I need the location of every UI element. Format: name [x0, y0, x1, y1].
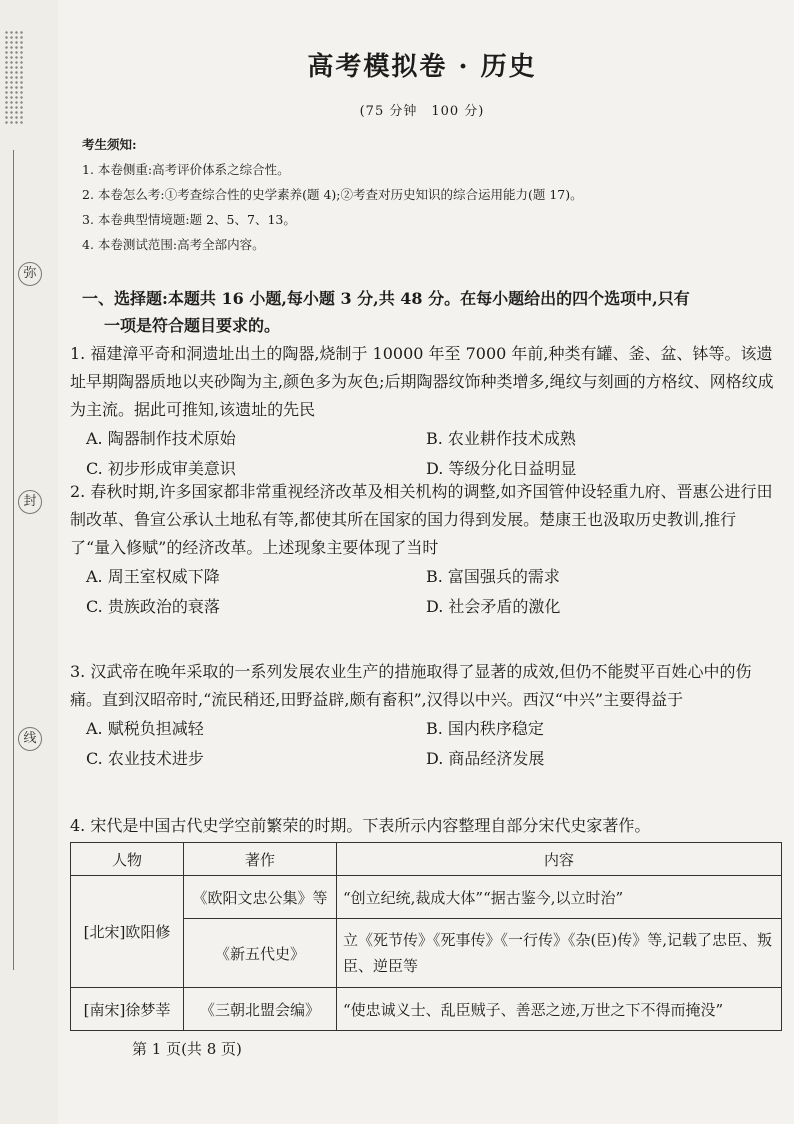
notice-item: 1. 本卷侧重:高考评价体系之综合性。: [82, 162, 290, 177]
table-cell-person: [南宋]徐梦莘: [71, 988, 184, 1031]
question-stem: 2. 春秋时期,许多国家都非常重视经济改革及相关机构的调整,如齐国管仲设轻重九府、晋惠公进行田制改革、鲁宣公承认土地私有等,都使其所在国家的国力得到发展。楚康王也汲取历史教训,推行了“量入修赋”的经济改革。上述现象主要体现了当时: [70, 482, 773, 557]
page-number: 第 1 页(共 8 页): [132, 1040, 242, 1058]
option-b[interactable]: B. 富国强兵的需求: [426, 567, 560, 586]
table-header: 著作: [184, 843, 337, 876]
option-a[interactable]: A. 赋税负担减轻: [86, 719, 204, 738]
option-d[interactable]: D. 商品经济发展: [426, 749, 545, 768]
question-options: [86, 562, 776, 622]
section-heading: [82, 285, 772, 339]
question-1: [70, 340, 776, 484]
table-cell-work: 《新五代史》: [184, 919, 337, 988]
question-options: [86, 424, 776, 484]
table-cell-work: 《欧阳文忠公集》等: [184, 876, 337, 919]
table-row: [71, 988, 782, 1031]
notice-item: 3. 本卷典型情境题:题 2、5、7、13。: [82, 212, 296, 227]
option-c[interactable]: C. 初步形成审美意识: [86, 459, 236, 478]
binding-line: [13, 150, 14, 970]
question-3: [70, 658, 776, 774]
notice-item: 2. 本卷怎么考:①考查综合性的史学素养(题 4);②考查对历史知识的综合运用能力(题 17)。: [82, 187, 583, 202]
dot-pattern: [4, 30, 24, 125]
page-title: 高考模拟卷 · 历史: [307, 52, 537, 82]
cut-mark-xian: 线: [18, 727, 42, 751]
option-d[interactable]: D. 社会矛盾的激化: [426, 597, 561, 616]
historians-table: [70, 842, 782, 1031]
notice-item: 4. 本卷测试范围:高考全部内容。: [82, 237, 265, 252]
table-row: [71, 876, 782, 919]
question-options: [86, 714, 776, 774]
option-b[interactable]: B. 国内秩序稳定: [426, 719, 544, 738]
question-stem: 1. 福建漳平奇和洞遗址出土的陶器,烧制于 10000 年至 7000 年前,种类有罐、釜、盆、钵等。该遗址早期陶器质地以夹砂陶为主,颜色多为灰色;后期陶器纹饰种类增多,绳纹与刻画的方格纹、网格纹成为主流。据此可推知,该遗址的先民: [70, 344, 774, 419]
binding-margin: [0, 0, 58, 1124]
table-cell-content: “创立纪统,裁成大体”“据古鉴今,以立时治”: [337, 876, 782, 919]
option-d[interactable]: D. 等级分化日益明显: [426, 459, 577, 478]
cut-mark-feng: 封: [18, 490, 42, 514]
option-b[interactable]: B. 农业耕作技术成熟: [426, 429, 576, 448]
option-c[interactable]: C. 贵族政治的衰落: [86, 597, 220, 616]
page-subtitle: (75 分钟 100 分): [359, 104, 485, 119]
table-cell-content: “使忠诚义士、乱臣贼子、善恶之迹,万世之下不得而掩没”: [337, 988, 782, 1031]
table-cell-work: 《三朝北盟会编》: [184, 988, 337, 1031]
section-line-1: 一、选择题:本题共 16 小题,每小题 3 分,共 48 分。在每小题给出的四个选项中,只有: [82, 289, 690, 308]
table-header-row: [71, 843, 782, 876]
option-a[interactable]: A. 陶器制作技术原始: [86, 429, 236, 448]
section-line-2: 一项是符合题目要求的。: [104, 316, 281, 335]
table-header: 人物: [71, 843, 184, 876]
table-header: 内容: [337, 843, 782, 876]
question-stem: 3. 汉武帝在晚年采取的一系列发展农业生产的措施取得了显著的成效,但仍不能熨平百姓心中的伤痛。直到汉昭帝时,“流民稍还,田野益辟,颇有畜积”,汉得以中兴。西汉“中兴”主要得益于: [70, 662, 752, 709]
option-c[interactable]: C. 农业技术进步: [86, 749, 204, 768]
table-cell-content: 立《死节传》《死事传》《一行传》《杂(臣)传》等,记载了忠臣、叛臣、逆臣等: [337, 919, 782, 988]
question-4: [70, 812, 776, 840]
notice-heading: 考生须知:: [82, 137, 137, 152]
option-a[interactable]: A. 周王室权威下降: [86, 567, 220, 586]
cut-mark-mi: 弥: [18, 262, 42, 286]
question-2: [70, 478, 776, 622]
question-stem: 4. 宋代是中国古代史学空前繁荣的时期。下表所示内容整理自部分宋代史家著作。: [70, 816, 651, 835]
table-cell-person: [北宋]欧阳修: [71, 876, 184, 988]
notice-block: [82, 132, 583, 257]
